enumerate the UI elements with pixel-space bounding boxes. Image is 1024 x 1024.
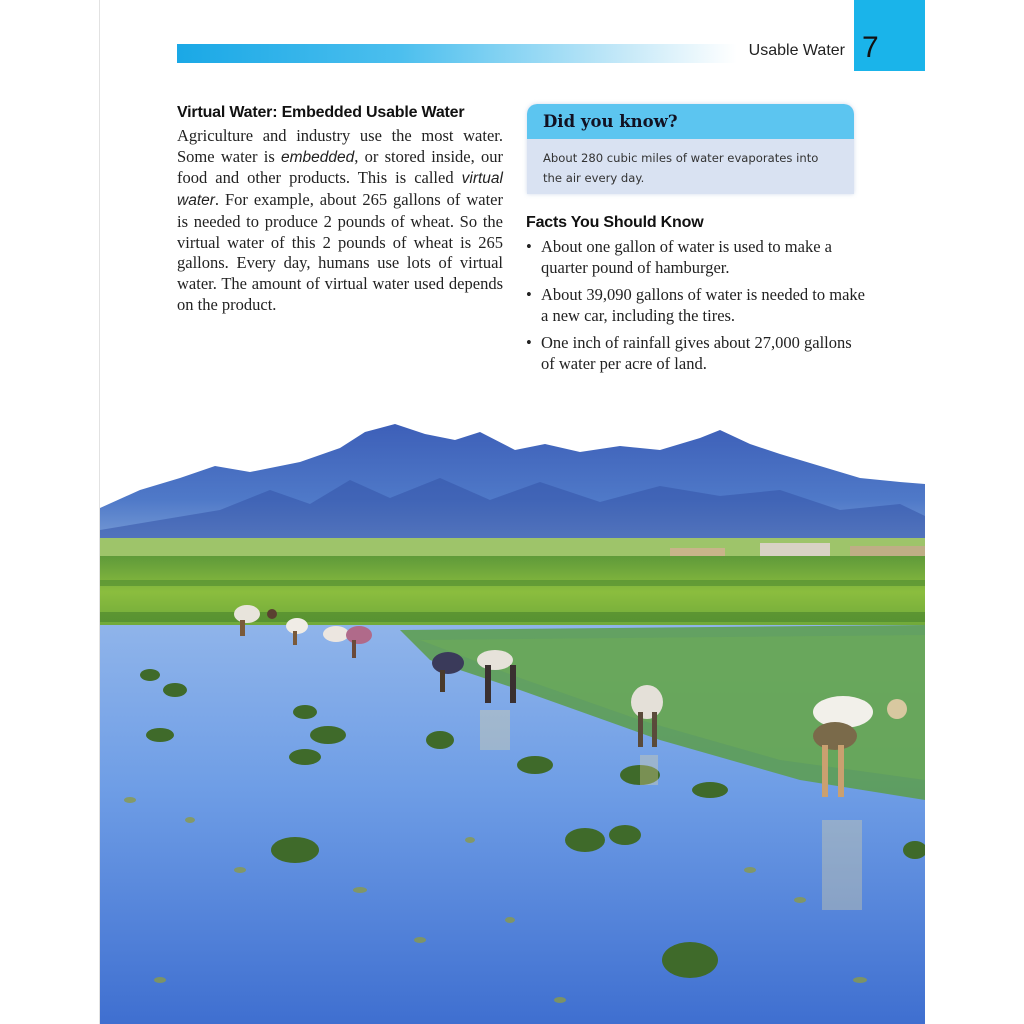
emphasis-embedded: embedded bbox=[281, 148, 355, 166]
bullet-icon: • bbox=[526, 237, 532, 256]
page-number-tab bbox=[854, 0, 925, 71]
paragraph-text-2: , or stored inside, our food and other products. This is called bbox=[177, 146, 504, 188]
fact-text: About 39,090 gallons of water is needed to make a new car, including the tires. bbox=[541, 285, 865, 325]
did-you-know-box bbox=[527, 104, 854, 194]
fact-text: One inch of rainfall gives about 27,000 gallons of water per acre of land. bbox=[541, 333, 852, 373]
fact-item bbox=[526, 332, 866, 374]
fact-text: About one gallon of water is used to make a quarter pound of hamburger. bbox=[541, 237, 832, 277]
fact-item bbox=[526, 284, 866, 326]
page-number: 7 bbox=[862, 31, 879, 64]
facts-list bbox=[526, 236, 866, 374]
facts-section bbox=[526, 214, 866, 380]
article-heading: Virtual Water: Embedded Usable Water bbox=[177, 104, 465, 121]
article-paragraph bbox=[177, 126, 503, 315]
book-page bbox=[100, 0, 925, 1024]
bullet-icon: • bbox=[526, 285, 532, 304]
did-you-know-title: Did you know? bbox=[543, 112, 678, 131]
facts-heading: Facts You Should Know bbox=[526, 214, 704, 231]
virtual-water-article bbox=[177, 104, 503, 315]
paragraph-text-1: Agriculture and industry use the most water. Some water is bbox=[177, 126, 503, 166]
paragraph-text-3: . For example, about 265 gallons of water is needed to produce 2 pounds of wheat. So the virtual water of this 2 pounds of wheat is 265 gallons. Every day, humans use lots of virtual water. The amount of virtual water used depends on the product. bbox=[177, 190, 503, 314]
fact-item bbox=[526, 236, 866, 278]
did-you-know-header bbox=[527, 104, 854, 139]
emphasis-virtual-water: virtual water bbox=[177, 170, 503, 210]
rice-paddy-photo bbox=[100, 420, 925, 1024]
did-you-know-text: About 280 cubic miles of water evaporates into the air every day. bbox=[543, 151, 819, 185]
bullet-icon: • bbox=[526, 333, 532, 352]
running-header-title: Usable Water bbox=[748, 42, 845, 59]
header-gradient-bar bbox=[177, 44, 737, 63]
